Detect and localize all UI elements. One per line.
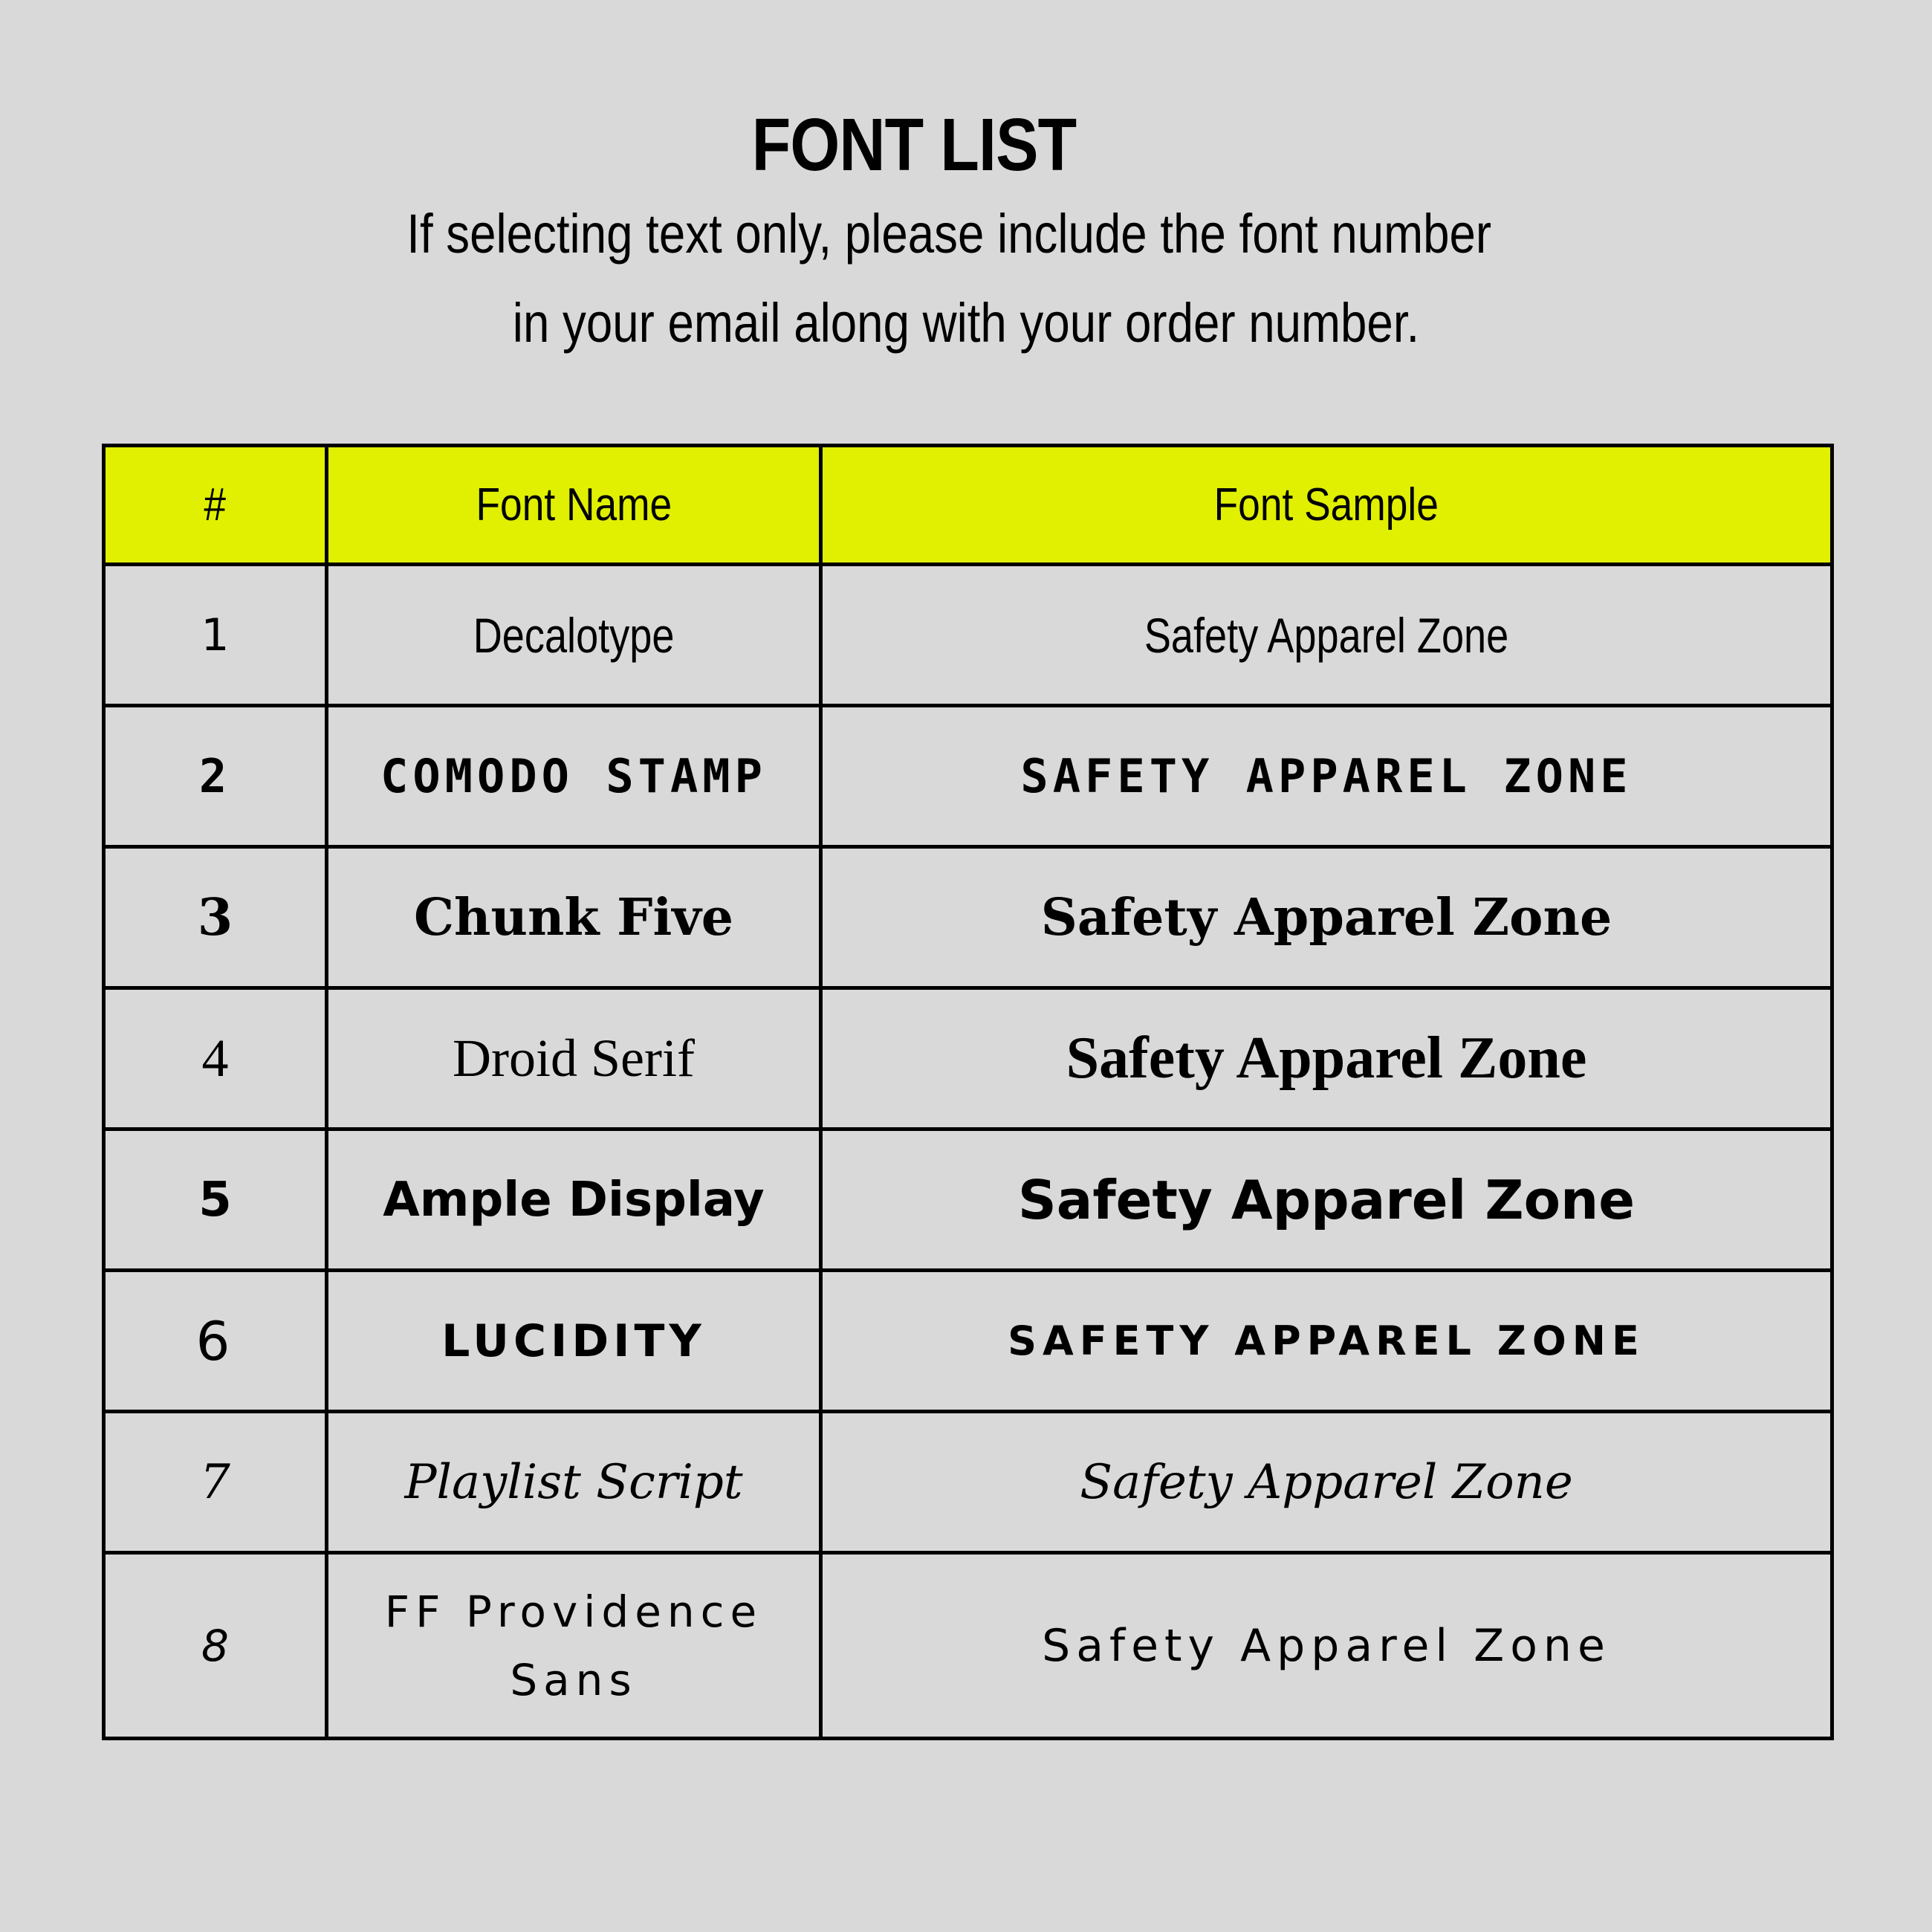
table-row (104, 847, 1832, 988)
font-list-table (102, 444, 1834, 1740)
font-number: 6 (104, 1271, 327, 1412)
column-header-number (104, 446, 327, 565)
table-row (104, 1271, 1832, 1412)
instructions-line-2: in your email along with your order number. (512, 292, 1420, 354)
font-name: Ample Display (327, 1129, 821, 1271)
table-row (104, 1553, 1832, 1739)
font-number: 7 (104, 1412, 327, 1553)
font-sample: Safety Apparel Zone (821, 1129, 1832, 1271)
font-sample: SAFETY APPAREL ZONE (821, 1271, 1832, 1412)
font-number: 1 (104, 565, 327, 706)
column-header-font-name (327, 446, 821, 565)
font-name: LUCIDITY (327, 1271, 821, 1412)
table-row (104, 988, 1832, 1129)
font-name: COMODO STAMP (327, 706, 821, 847)
column-header-font-name-label: Font Name (476, 479, 672, 531)
font-name: FF Providence Sans (327, 1553, 821, 1739)
table-row (104, 565, 1832, 706)
column-header-number-label: # (204, 479, 227, 531)
font-sample: SAFETY APPAREL ZONE (821, 706, 1832, 847)
font-sample: Safety Apparel Zone (821, 1412, 1832, 1553)
font-name (327, 565, 821, 706)
font-sample: Safety Apparel Zone (821, 1553, 1832, 1739)
font-number: 5 (104, 1129, 327, 1271)
table-row (104, 1129, 1832, 1271)
font-number: 2 (104, 706, 327, 847)
font-name-text: Decalotype (473, 607, 675, 663)
font-number: 3 (104, 847, 327, 988)
table-header-row (104, 446, 1832, 565)
instructions-line-1: If selecting text only, please include the font number (406, 203, 1492, 265)
column-header-font-sample (821, 446, 1832, 565)
font-sample: Safety Apparel Zone (821, 988, 1832, 1129)
page-title: FONT LIST (751, 103, 1077, 187)
font-sample (821, 565, 1832, 706)
font-sample-text: Safety Apparel Zone (1144, 607, 1509, 663)
font-name: Playlist Script (327, 1412, 821, 1553)
font-sample: Safety Apparel Zone (821, 847, 1832, 988)
table-row (104, 1412, 1832, 1553)
table-row (104, 706, 1832, 847)
font-name: Droid Serif (327, 988, 821, 1129)
font-number: 4 (104, 988, 327, 1129)
font-number: 8 (104, 1553, 327, 1739)
column-header-font-sample-label: Font Sample (1213, 479, 1439, 531)
font-name: Chunk Five (327, 847, 821, 988)
